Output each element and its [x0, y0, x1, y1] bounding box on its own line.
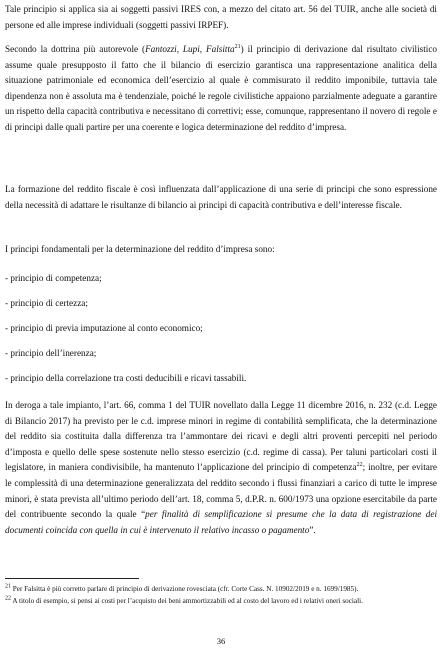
doctrine-authors: Fantozzi, Lupi, Falsitta: [145, 44, 235, 54]
paragraph-intro: Tale principio si applica sia ai soggetti passivi IRES con, a mezzo del citato art. 56 del TUIR, anche alle società di persone ed alle imprese individuali (soggetti passivi IRPEF).: [5, 4, 437, 30]
footnote-21: [5, 584, 437, 594]
footnote-ref-21: 21: [234, 43, 241, 50]
derogation-text-end: ”.: [309, 524, 316, 535]
footnote-ref-22: 22: [356, 462, 363, 469]
paragraph-principles-intro: I principi fondamentali per la determinazione del reddito d’impresa sono:: [5, 244, 275, 254]
derogation-text-mid: ; inoltre, per evitare le complessità di una determinazione generalizzata del reddito secondo i flussi finanziari a carico di tutte le imprese minori, è stata prevista all’ultimo periodo dell’art. 18, comma 5, d.P.R. n. 600/1973 una opzione esercitabile da parte del contribuente secondo la quale “: [5, 462, 437, 520]
list-item: - principio della correlazione tra costi deducibili e ricavi tassabili.: [5, 373, 247, 383]
page-number: 36: [216, 636, 226, 646]
footnote-text: A titolo di esempio, si pensi ai costi per l’acquisto dei beni ammortizzabili ed al costo del lavoro ed i relativi oneri sociali.: [11, 597, 363, 605]
paragraph-derogation: [5, 398, 437, 538]
list-item: - principio di certezza;: [5, 298, 88, 308]
footnote-22: [5, 596, 437, 606]
paragraph-doctrine: [5, 42, 437, 136]
doctrine-text-pre: Secondo la dottrina più autorevole (: [5, 44, 146, 54]
footnote-separator: [5, 578, 139, 579]
derogation-quote: per finalità di semplificazione si presume che la data di registrazione dei documenti coincida con quella in cui è intervenuto il relativo incasso o pagamento: [5, 509, 438, 535]
derogation-text: In deroga a tale impianto, l’art. 66, comma 1 del TUIR novellato dalla Legge 11 dicembre 2016, n. 232 (c.d. Legge di Bilancio 2017) ha previsto per le c.d. imprese minori in regime di contabilità semplificata, che la determinazione del reddito sia costituita dalla differenza tra l’ammontare dei ricavi e degli altri proventi percepiti nel periodo d’imposta e quello delle spese sostenute nello stesso esercizio (c.d. regime di cassa). Per taluni particolari costi il legislatore, in maniera condivisibile, ha mantenuto l’applicazione del principio di competenza: [5, 400, 437, 473]
footnote-text: Per Falsitta è più corretto parlare di principio di derivazione rovesciata (cfr. Corte Cass. N. 10902/2019 e n. 1699/1985).: [11, 585, 359, 593]
doctrine-text-post: ) il principio di derivazione dal risultato civilistico assume quale presupposto il fatto che il bilancio di esercizio garantisca una rappresentazione analitica della situazione patrimoniale ed economica dell’esercizio al quale è commisurato il reddito imponibile, tuttavia tale dipendenza non è assoluta ma è tendenziale, poiché le regole civilistiche appaiono parzialmente adeguate a garantire un rispetto della capacità contributiva e necessitano di correttivi; esse, comunque, rappresentano il novero di regole e di principi dalle quali partire per una coerente e logica determinazione del reddito d’impresa.: [5, 44, 438, 132]
footnote-number: 22: [5, 595, 11, 602]
list-item: - principio di previa imputazione al conto economico;: [5, 323, 203, 333]
list-item: - principio dell’inerenza;: [5, 348, 97, 358]
list-item: - principio di competenza;: [5, 273, 102, 283]
footnote-number: 21: [5, 583, 11, 590]
paragraph-formation: La formazione del reddito fiscale è così influenzata dall’applicazione di una serie di principi che sono espressione della necessità di adattare le risultanze di bilancio ai principi di capacità contributiva e dell’interesse fiscale.: [5, 184, 437, 210]
